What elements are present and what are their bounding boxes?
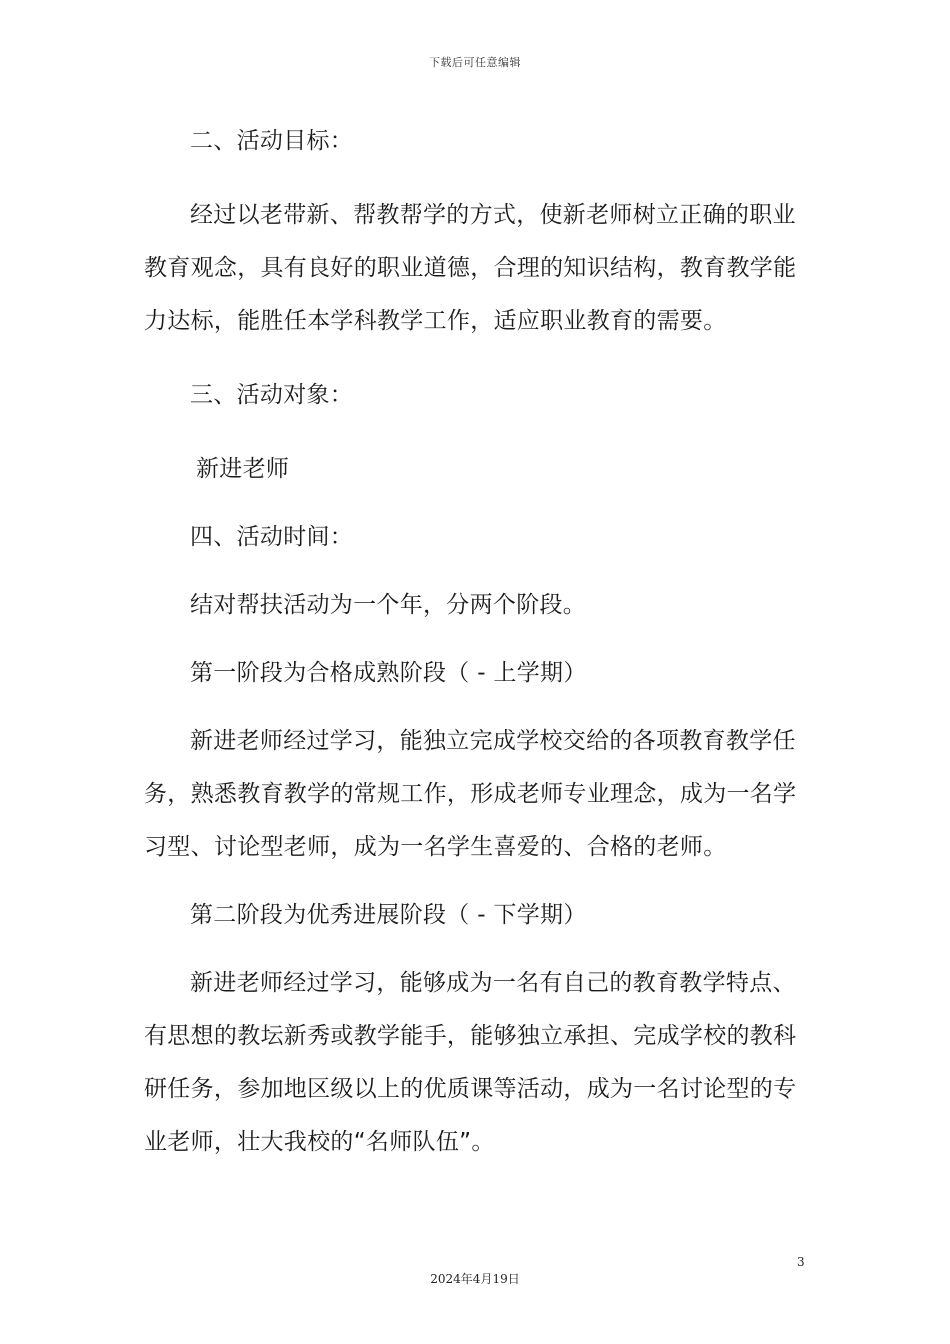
goals-line-1: 经过以老带新、帮教帮学的方式，使新老师树立正确的职业 — [190, 202, 796, 228]
stage2-title: 第二阶段为优秀进展阶段（ - 下学期） — [190, 902, 587, 928]
stage1-line-2: 务，熟悉教育教学的常规工作，形成老师专业理念，成为一名学 — [144, 781, 797, 807]
stage2-line-1: 新进老师经过学习，能够成为一名有自己的教育教学特点、 — [190, 970, 796, 996]
stage1-line-3: 习型、讨论型老师，成为一名学生喜爱的、合格的老师。 — [144, 834, 727, 860]
heading-activity-goals: 二、活动目标： — [190, 128, 354, 154]
stage2-line-3: 研任务，参加地区级以上的优质课等活动，成为一名讨论型的专 — [144, 1076, 797, 1102]
page-number: 3 — [797, 1255, 805, 1269]
heading-activity-time: 四、活动时间： — [190, 524, 354, 550]
stage1-line-1: 新进老师经过学习，能独立完成学校交给的各项教育教学任 — [190, 728, 796, 754]
stage2-line-2: 有思想的教坛新秀或教学能手，能够独立承担、完成学校的教科 — [144, 1023, 797, 1049]
goals-line-2: 教育观念，具有良好的职业道德，合理的知识结构，教育教学能 — [144, 255, 797, 281]
heading-activity-targets: 三、活动对象： — [190, 382, 354, 408]
goals-line-3: 力达标，能胜任本学科教学工作，适应职业教育的需要。 — [144, 308, 727, 334]
page-header: 下载后可任意编辑 — [429, 56, 521, 69]
time-text: 结对帮扶活动为一个年，分两个阶段。 — [190, 592, 587, 618]
footer-date: 2024年4月19日 — [430, 1272, 520, 1286]
targets-text: 新进老师 — [196, 456, 290, 482]
stage1-title: 第一阶段为合格成熟阶段（ - 上学期） — [190, 660, 587, 686]
stage2-line-4: 业老师，壮大我校的“名师队伍”。 — [144, 1129, 495, 1155]
document-body — [144, 124, 806, 1160]
